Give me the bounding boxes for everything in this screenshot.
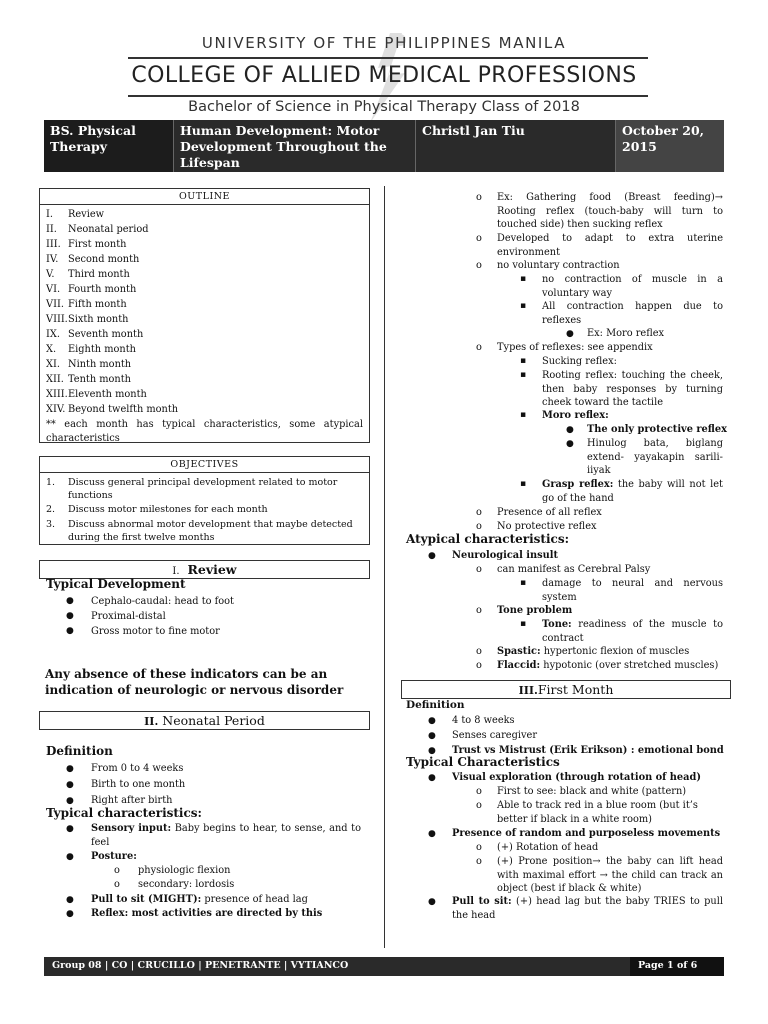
review-bullet: Cephalo-caudal: head to foot xyxy=(91,596,234,607)
first-month-typical-heading: Typical Characteristics xyxy=(406,755,560,769)
outline-box xyxy=(39,188,370,443)
page-number: Page 1 of 6 xyxy=(630,957,724,976)
bullet-dot: ● xyxy=(66,764,74,774)
circle-bullet: o xyxy=(476,564,482,575)
atypical-heading: Atypical characteristics: xyxy=(406,532,570,546)
section-review-heading: I. Review xyxy=(39,560,370,579)
spastic-item: Spastic: hypertonic flexion of muscles xyxy=(497,646,690,657)
circle-bullet: o xyxy=(476,842,482,853)
gathering-food-item: Ex: Gathering food (Breast feeding)→ Rooting reflex (touch-baby will turn to touched side) then sucking reflex xyxy=(497,192,723,230)
outline-item: IV. Second month xyxy=(46,254,140,265)
no-protective-item: No protective reflex xyxy=(497,521,597,532)
developed-item: Developed to adapt to extra uterine environment xyxy=(497,233,723,258)
prone-position-item: (+) Prone position→ the baby can lift head with maximal effort → the child can track an object (best if black & white) xyxy=(497,856,723,894)
damage-item: damage to neural and nervous system xyxy=(542,578,723,603)
circle-bullet: o xyxy=(476,192,482,203)
bullet-dot: ● xyxy=(428,897,436,907)
bullet-dot: ● xyxy=(428,746,436,756)
objective-item: 3. Discuss abnormal motor development that maybe detected during the first twelve months xyxy=(46,518,353,543)
square-bullet: ▪ xyxy=(520,301,527,311)
first-month-definition-heading: Definition xyxy=(406,699,465,711)
group-members: Group 08 | CO | CRUCILLO | PENETRANTE | VYTIANCO xyxy=(52,960,349,971)
page-footer xyxy=(44,957,724,976)
review-bullet: Gross motor to fine motor xyxy=(91,626,220,637)
circle-bullet: o xyxy=(476,856,482,867)
no-contraction-item: no contraction of muscle in a voluntary way xyxy=(542,274,723,299)
bullet-dot: ● xyxy=(66,824,74,834)
neonatal-typical-heading: Typical characteristics: xyxy=(46,806,202,820)
outline-item: XIV. Beyond twelfth month xyxy=(46,404,179,415)
circle-bullet: o xyxy=(476,786,482,797)
square-bullet: ▪ xyxy=(520,370,527,380)
square-bullet: ▪ xyxy=(520,619,527,629)
square-bullet: ▪ xyxy=(520,479,527,489)
title-bar xyxy=(44,120,724,172)
neuro-insult-item: Neurological insult xyxy=(452,550,559,561)
square-bullet: ▪ xyxy=(520,578,527,588)
outline-heading: OUTLINE xyxy=(40,189,369,205)
outline-item: XI. Ninth month xyxy=(46,359,132,370)
section-first-month-heading: III.First Month xyxy=(401,680,731,699)
square-bullet: ▪ xyxy=(520,410,527,420)
posture-subitem: secondary: lordosis xyxy=(138,879,235,890)
types-reflexes-item: Types of reflexes: see appendix xyxy=(497,342,653,353)
bullet-dot: ● xyxy=(66,611,74,621)
circle-bullet: o xyxy=(114,879,120,890)
neonatal-def-bullet: Birth to one month xyxy=(91,779,186,790)
bullet-dot: ● xyxy=(428,773,436,783)
topic-cell: Human Development: Motor Development Throughout the Lifespan xyxy=(174,120,416,172)
cerebral-palsy-item: can manifest as Cerebral Palsy xyxy=(497,564,651,575)
outline-item: VIII. Sixth month xyxy=(46,314,129,325)
bullet-dot: ● xyxy=(66,780,74,790)
outline-item: III. First month xyxy=(46,239,127,250)
rooting-reflex-item: Rooting reflex: touching the cheek, then baby responses by turning cheek toward the tactile xyxy=(542,370,723,408)
bullet-dot: ● xyxy=(66,796,74,806)
header-rule-top xyxy=(128,57,648,59)
all-contraction-item: All contraction happen due to reflexes xyxy=(542,301,723,326)
typical-development-heading: Typical Development xyxy=(46,577,186,591)
outline-item: VII. Fifth month xyxy=(46,299,127,310)
review-bullet: Proximal-distal xyxy=(91,611,166,622)
bullet-dot: ● xyxy=(66,895,74,905)
pull-to-sit-item: Pull to sit (MIGHT): presence of head lag xyxy=(91,894,308,905)
outline-item: II. Neonatal period xyxy=(46,224,149,235)
bullet-dot: ● xyxy=(428,731,436,741)
grasp-reflex-item: Grasp reflex: the baby will not let go of the hand xyxy=(542,479,723,504)
objectives-heading: OBJECTIVES xyxy=(40,457,369,473)
objective-item: 2. Discuss motor milestones for each month xyxy=(46,504,268,516)
bullet-dot: ● xyxy=(566,425,574,435)
date-cell: October 20, 2015 xyxy=(616,120,724,172)
random-movements-item: Presence of random and purposeless movements xyxy=(452,828,721,839)
posture-subitem: physiologic flexion xyxy=(138,865,231,876)
bullet-dot: ● xyxy=(66,909,74,919)
rotation-item: (+) Rotation of head xyxy=(497,842,599,853)
first-month-def-bullet: 4 to 8 weeks xyxy=(452,715,515,726)
tone-item: Tone: readiness of the muscle to contract xyxy=(542,619,723,644)
course-cell: BS. Physical Therapy xyxy=(44,120,174,172)
outline-item: V. Third month xyxy=(46,269,130,280)
circle-bullet: o xyxy=(476,260,482,271)
bullet-dot: ● xyxy=(66,852,74,862)
college-name: COLLEGE OF ALLIED MEDICAL PROFESSIONS xyxy=(131,63,637,88)
no-voluntary-item: no voluntary contraction xyxy=(497,260,620,271)
track-red-item: Able to track red in a blue room (but it’s better if black in a white room) xyxy=(497,800,698,825)
outline-item: VI. Fourth month xyxy=(46,284,137,295)
bullet-dot: ● xyxy=(428,716,436,726)
trust-item: Trust vs Mistrust (Erik Erikson) : emotional bond xyxy=(452,745,724,756)
bullet-dot: ● xyxy=(566,439,574,449)
bullet-dot: ● xyxy=(566,329,574,339)
flaccid-item: Flaccid: hypotonic (over stretched muscles) xyxy=(497,660,719,671)
header-rule-bottom xyxy=(128,95,648,97)
circle-bullet: o xyxy=(476,646,482,657)
square-bullet: ▪ xyxy=(520,274,527,284)
sensory-input-item: Sensory input: Baby begins to hear, to sense, and to feel xyxy=(91,823,361,848)
program-name: Bachelor of Science in Physical Therapy Class of 2018 xyxy=(188,99,580,115)
circle-bullet: o xyxy=(114,865,120,876)
outline-list xyxy=(40,205,369,448)
presence-all-item: Presence of all reflex xyxy=(497,507,602,518)
objective-item: 1. Discuss general principal development related to motor functions xyxy=(46,477,338,502)
circle-bullet: o xyxy=(476,800,482,811)
university-name: UNIVERSITY OF THE PHILIPPINES MANILA xyxy=(201,34,567,52)
outline-item: XIII. Eleventh month xyxy=(46,389,147,400)
moro-example-item: Ex: Moro reflex xyxy=(587,328,665,339)
moro-reflex-item: Moro reflex: xyxy=(542,410,609,421)
outline-item: XII. Tenth month xyxy=(46,374,131,385)
bullet-dot: ● xyxy=(428,551,436,561)
bullet-dot: ● xyxy=(428,829,436,839)
circle-bullet: o xyxy=(476,342,482,353)
circle-bullet: o xyxy=(476,605,482,616)
outline-note: ** each month has typical characteristics, some atypical characteristics xyxy=(46,419,363,444)
outline-item: IX. Seventh month xyxy=(46,329,144,340)
only-protective-item: The only protective reflex xyxy=(587,424,727,435)
column-divider xyxy=(384,186,385,948)
square-bullet: ▪ xyxy=(520,356,527,366)
posture-item: Posture: xyxy=(91,851,137,862)
neonatal-definition-heading: Definition xyxy=(46,744,113,758)
circle-bullet: o xyxy=(476,233,482,244)
sucking-reflex-item: Sucking reflex: xyxy=(542,356,617,367)
outline-item: I. Review xyxy=(46,209,105,220)
tone-problem-item: Tone problem xyxy=(497,605,573,616)
circle-bullet: o xyxy=(476,507,482,518)
first-month-def-bullet: Senses caregiver xyxy=(452,730,538,741)
bullet-dot: ● xyxy=(66,626,74,636)
neonatal-def-bullet: From 0 to 4 weeks xyxy=(91,763,184,774)
bullet-dot: ● xyxy=(66,596,74,606)
objectives-list xyxy=(40,473,369,548)
section-neonatal-heading: II. Neonatal Period xyxy=(39,711,370,730)
author-cell: Christl Jan Tiu xyxy=(416,120,616,172)
indicator-warning: Any absence of these indicators can be an indication of neurologic or nervous disorder xyxy=(45,667,344,697)
circle-bullet: o xyxy=(476,660,482,671)
neonatal-def-bullet: Right after birth xyxy=(91,795,173,806)
reflex-item: Reflex: most activities are directed by this xyxy=(91,908,323,919)
hinulog-item: Hinulog bata, biglang extend- yayakapin sarili-iiyak xyxy=(587,438,723,476)
circle-bullet: o xyxy=(476,521,482,532)
visual-exploration-item: Visual exploration (through rotation of head) xyxy=(452,772,701,783)
first-month-pull-item: Pull to sit: (+) head lag but the baby TRIES to pull the head xyxy=(452,896,724,921)
outline-item: X. Eighth month xyxy=(46,344,136,355)
first-see-item: First to see: black and white (pattern) xyxy=(497,786,687,797)
objectives-box xyxy=(39,456,370,545)
